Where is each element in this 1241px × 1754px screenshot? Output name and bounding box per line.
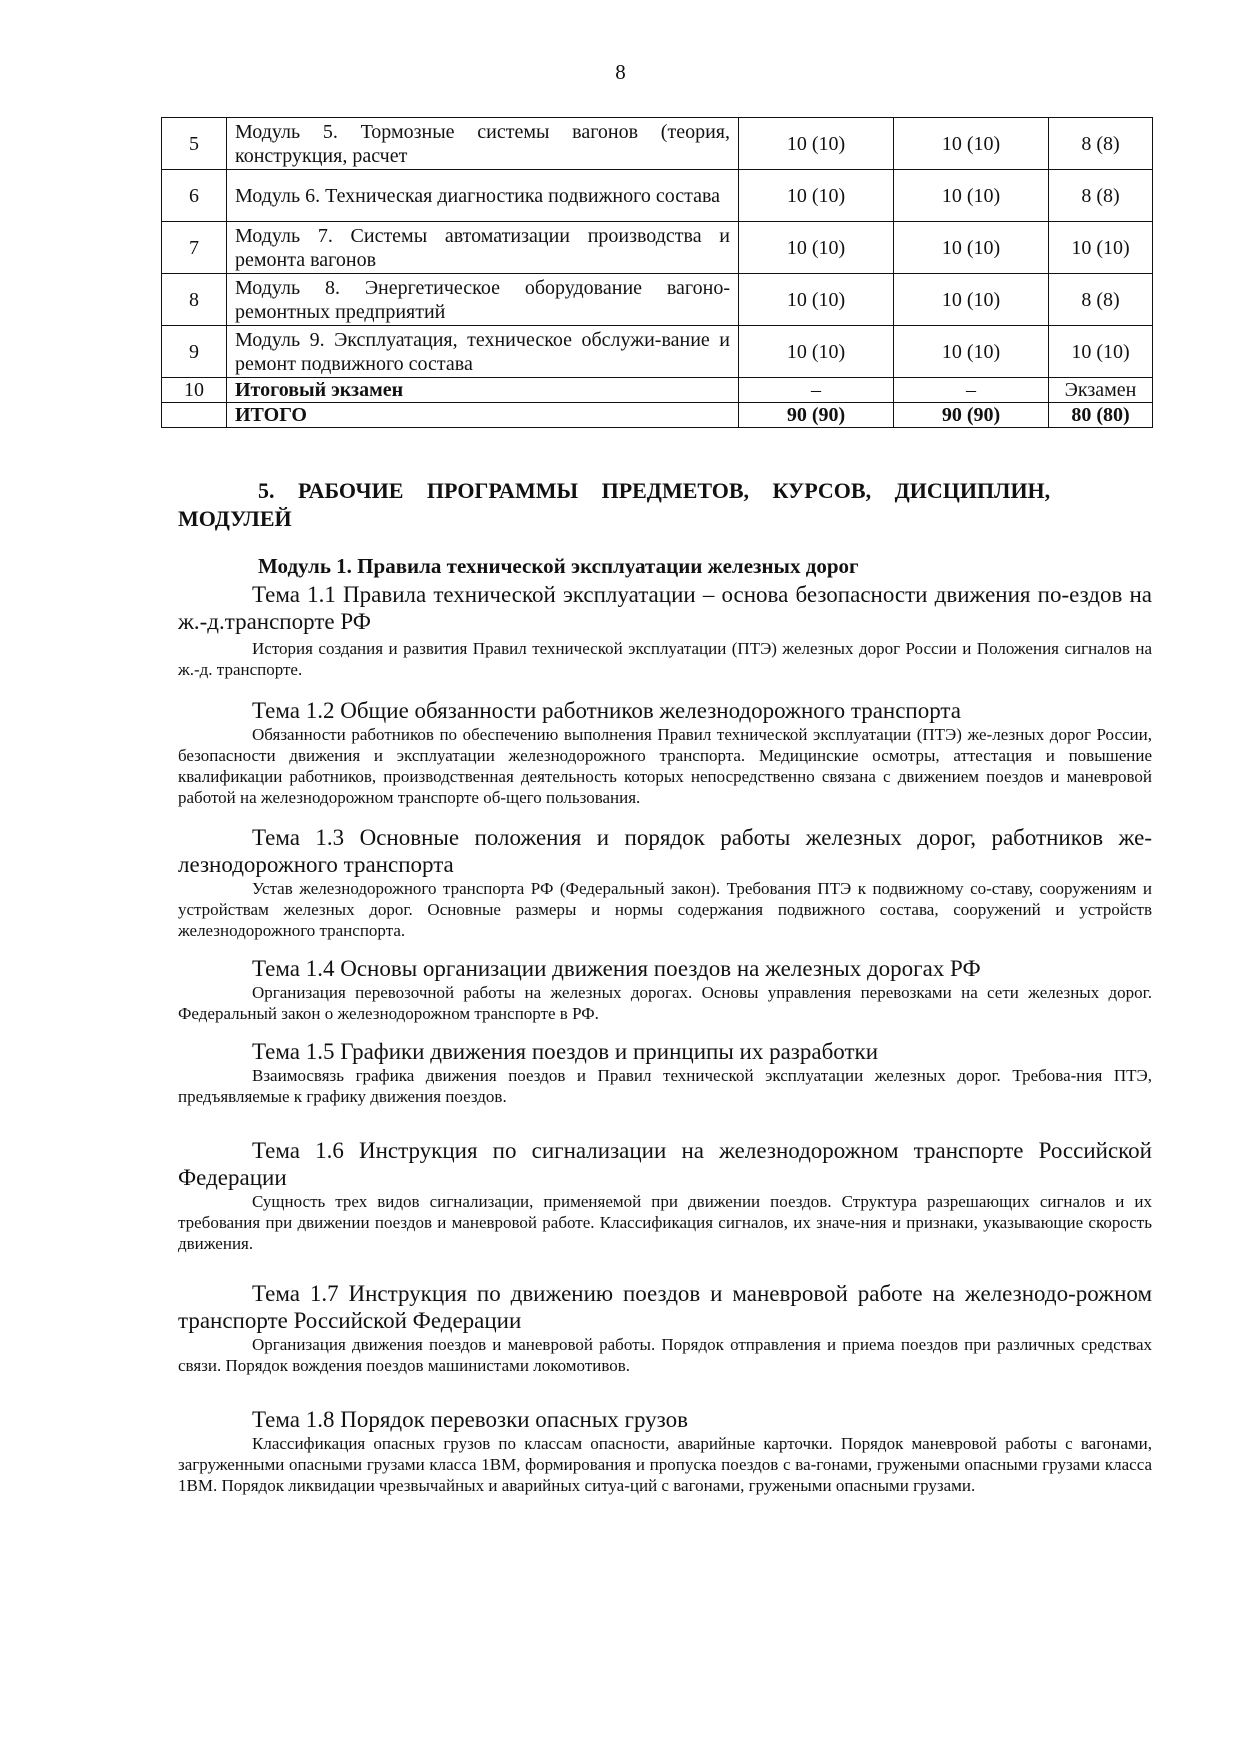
section-content xyxy=(178,553,1152,1496)
topic-title: Тема 1.5 Графики движения поездов и принципы их разработки xyxy=(252,1039,879,1064)
module-title: Модуль 1. Правила технической эксплуатации железных дорог xyxy=(258,554,859,578)
hours-col-1: 10 (10) xyxy=(739,118,894,170)
exam-label: Итоговый экзамен xyxy=(227,378,739,403)
row-number: 7 xyxy=(162,222,227,274)
hours-col-3: Экзамен xyxy=(1049,378,1153,403)
row-number: 10 xyxy=(162,378,227,403)
topic-body: Организация движения поездов и маневровой работы. Порядок отправления и приема поездов при различных средствах связи. Порядок вождения поездов машинистами локомотивов. xyxy=(178,1335,1152,1375)
module-name: Модуль 5. Тормозные системы вагонов (теория, конструкция, расчет xyxy=(227,118,739,170)
topic-title: Тема 1.7 Инструкция по движению поездов и маневровой работе на железнодо-рожном транспорте Российской Федерации xyxy=(178,1281,1152,1333)
total-col-1: 90 (90) xyxy=(739,403,894,428)
module-name: Модуль 9. Эксплуатация, техническое обслужи-вание и ремонт подвижного состава xyxy=(227,326,739,378)
hours-col-2: 10 (10) xyxy=(894,326,1049,378)
hours-col-1: 10 (10) xyxy=(739,222,894,274)
row-number: 5 xyxy=(162,118,227,170)
hours-col-3: 10 (10) xyxy=(1049,326,1153,378)
section-heading-line-2: МОДУЛЕЙ xyxy=(178,506,292,531)
topic-body: Устав железнодорожного транспорта РФ (Федеральный закон). Требования ПТЭ к подвижному со-ставу, сооружениям и устройствам железных дорог. Основные размеры и нормы содержания подвижного состава, сооружений и устройств железнодорожного транспорта. xyxy=(178,879,1152,940)
topic-1-4 xyxy=(178,955,1152,1024)
hours-col-2: 10 (10) xyxy=(894,170,1049,222)
table-row xyxy=(162,170,1153,222)
page-number: 8 xyxy=(615,60,626,84)
total-col-2: 90 (90) xyxy=(894,403,1049,428)
hours-col-3: 8 (8) xyxy=(1049,170,1153,222)
topic-1-1 xyxy=(178,581,1152,680)
hours-col-2: 10 (10) xyxy=(894,222,1049,274)
topic-body: Классификация опасных грузов по классам опасности, аварийные карточки. Порядок маневровой работы с вагонами, загруженными опасными грузами класса 1ВМ, формирования и пропуска поездов с ва-гонами, гружеными опасными грузами класса 1ВМ. Порядок ликвидации чрезвычайных и аварийных ситуа-ций с вагонами, гружеными опасными грузами. xyxy=(178,1434,1152,1495)
table-row xyxy=(162,118,1153,170)
row-number: 8 xyxy=(162,274,227,326)
hours-col-2: 10 (10) xyxy=(894,118,1049,170)
topic-body: Организация перевозочной работы на железных дорогах. Основы управления перевозками на сети железных дорог. Федеральный закон о железнодорожном транспорте в РФ. xyxy=(178,983,1152,1023)
module-name: Модуль 6. Техническая диагностика подвижного состава xyxy=(227,170,739,222)
topic-title: Тема 1.4 Основы организации движения поездов на железных дорогах РФ xyxy=(252,956,981,981)
table-row xyxy=(162,326,1153,378)
section-heading xyxy=(178,477,1152,533)
hours-col-3: 8 (8) xyxy=(1049,274,1153,326)
table-row xyxy=(162,274,1153,326)
topic-title: Тема 1.1 Правила технической эксплуатации – основа безопасности движения по-ездов на ж.-д.транспорте РФ xyxy=(178,582,1152,634)
topic-1-8 xyxy=(178,1406,1152,1496)
topic-1-7 xyxy=(178,1280,1152,1376)
hours-col-1: 10 (10) xyxy=(739,170,894,222)
total-row xyxy=(162,403,1153,428)
topic-body: Сущность трех видов сигнализации, применяемой при движении поездов. Структура разрешающих сигналов и их требования при движении поездов и маневровой работе. Классификация сигналов, их значе-ния и признаки, указывающие скорость движения. xyxy=(178,1192,1152,1253)
topic-body: Обязанности работников по обеспечению выполнения Правил технической эксплуатации (ПТЭ) же-лезных дорог России, безопасности движения и эксплуатации железнодорожного транспорта. Медицинские осмотры, аттестация и повышение квалификации работников, производственная деятельность которых непосредственно связана с движением поездов и маневровой работой на железнодорожном транспорте об-щего пользования. xyxy=(178,725,1152,807)
total-label: ИТОГО xyxy=(227,403,739,428)
module-name: Модуль 8. Энергетическое оборудование вагоно-ремонтных предприятий xyxy=(227,274,739,326)
row-number xyxy=(162,403,227,428)
hours-col-1: 10 (10) xyxy=(739,326,894,378)
topic-body: Взаимосвязь графика движения поездов и Правил технической эксплуатации железных дорог. Требова-ния ПТЭ, предъявляемые к графику движения поездов. xyxy=(178,1066,1152,1106)
exam-row xyxy=(162,378,1153,403)
hours-col-3: 8 (8) xyxy=(1049,118,1153,170)
topic-title: Тема 1.2 Общие обязанности работников железнодорожного транспорта xyxy=(252,698,961,723)
row-number: 9 xyxy=(162,326,227,378)
hours-col-1: – xyxy=(739,378,894,403)
topic-title: Тема 1.3 Основные положения и порядок работы железных дорог, работников же-лезнодорожного транспорта xyxy=(178,825,1152,877)
topic-title: Тема 1.8 Порядок перевозки опасных грузов xyxy=(252,1407,688,1432)
total-col-3: 80 (80) xyxy=(1049,403,1153,428)
topic-1-3 xyxy=(178,824,1152,941)
hours-col-1: 10 (10) xyxy=(739,274,894,326)
topic-1-6 xyxy=(178,1137,1152,1254)
section-heading-line-1: 5. РАБОЧИЕ ПРОГРАММЫ ПРЕДМЕТОВ, КУРСОВ, ДИСЦИПЛИН, xyxy=(258,478,1051,503)
topic-title: Тема 1.6 Инструкция по сигнализации на железнодорожном транспорте Российской Федерации xyxy=(178,1138,1152,1190)
topic-body: История создания и развития Правил технической эксплуатации (ПТЭ) железных дорог России и Положения сигналов на ж.-д. транспорте. xyxy=(178,639,1152,679)
hours-col-2: – xyxy=(894,378,1049,403)
hours-col-2: 10 (10) xyxy=(894,274,1049,326)
module-name: Модуль 7. Системы автоматизации производства и ремонта вагонов xyxy=(227,222,739,274)
row-number: 6 xyxy=(162,170,227,222)
hours-col-3: 10 (10) xyxy=(1049,222,1153,274)
curriculum-table xyxy=(161,117,1153,428)
topic-1-5 xyxy=(178,1038,1152,1107)
table-row xyxy=(162,222,1153,274)
topic-1-2 xyxy=(178,697,1152,808)
